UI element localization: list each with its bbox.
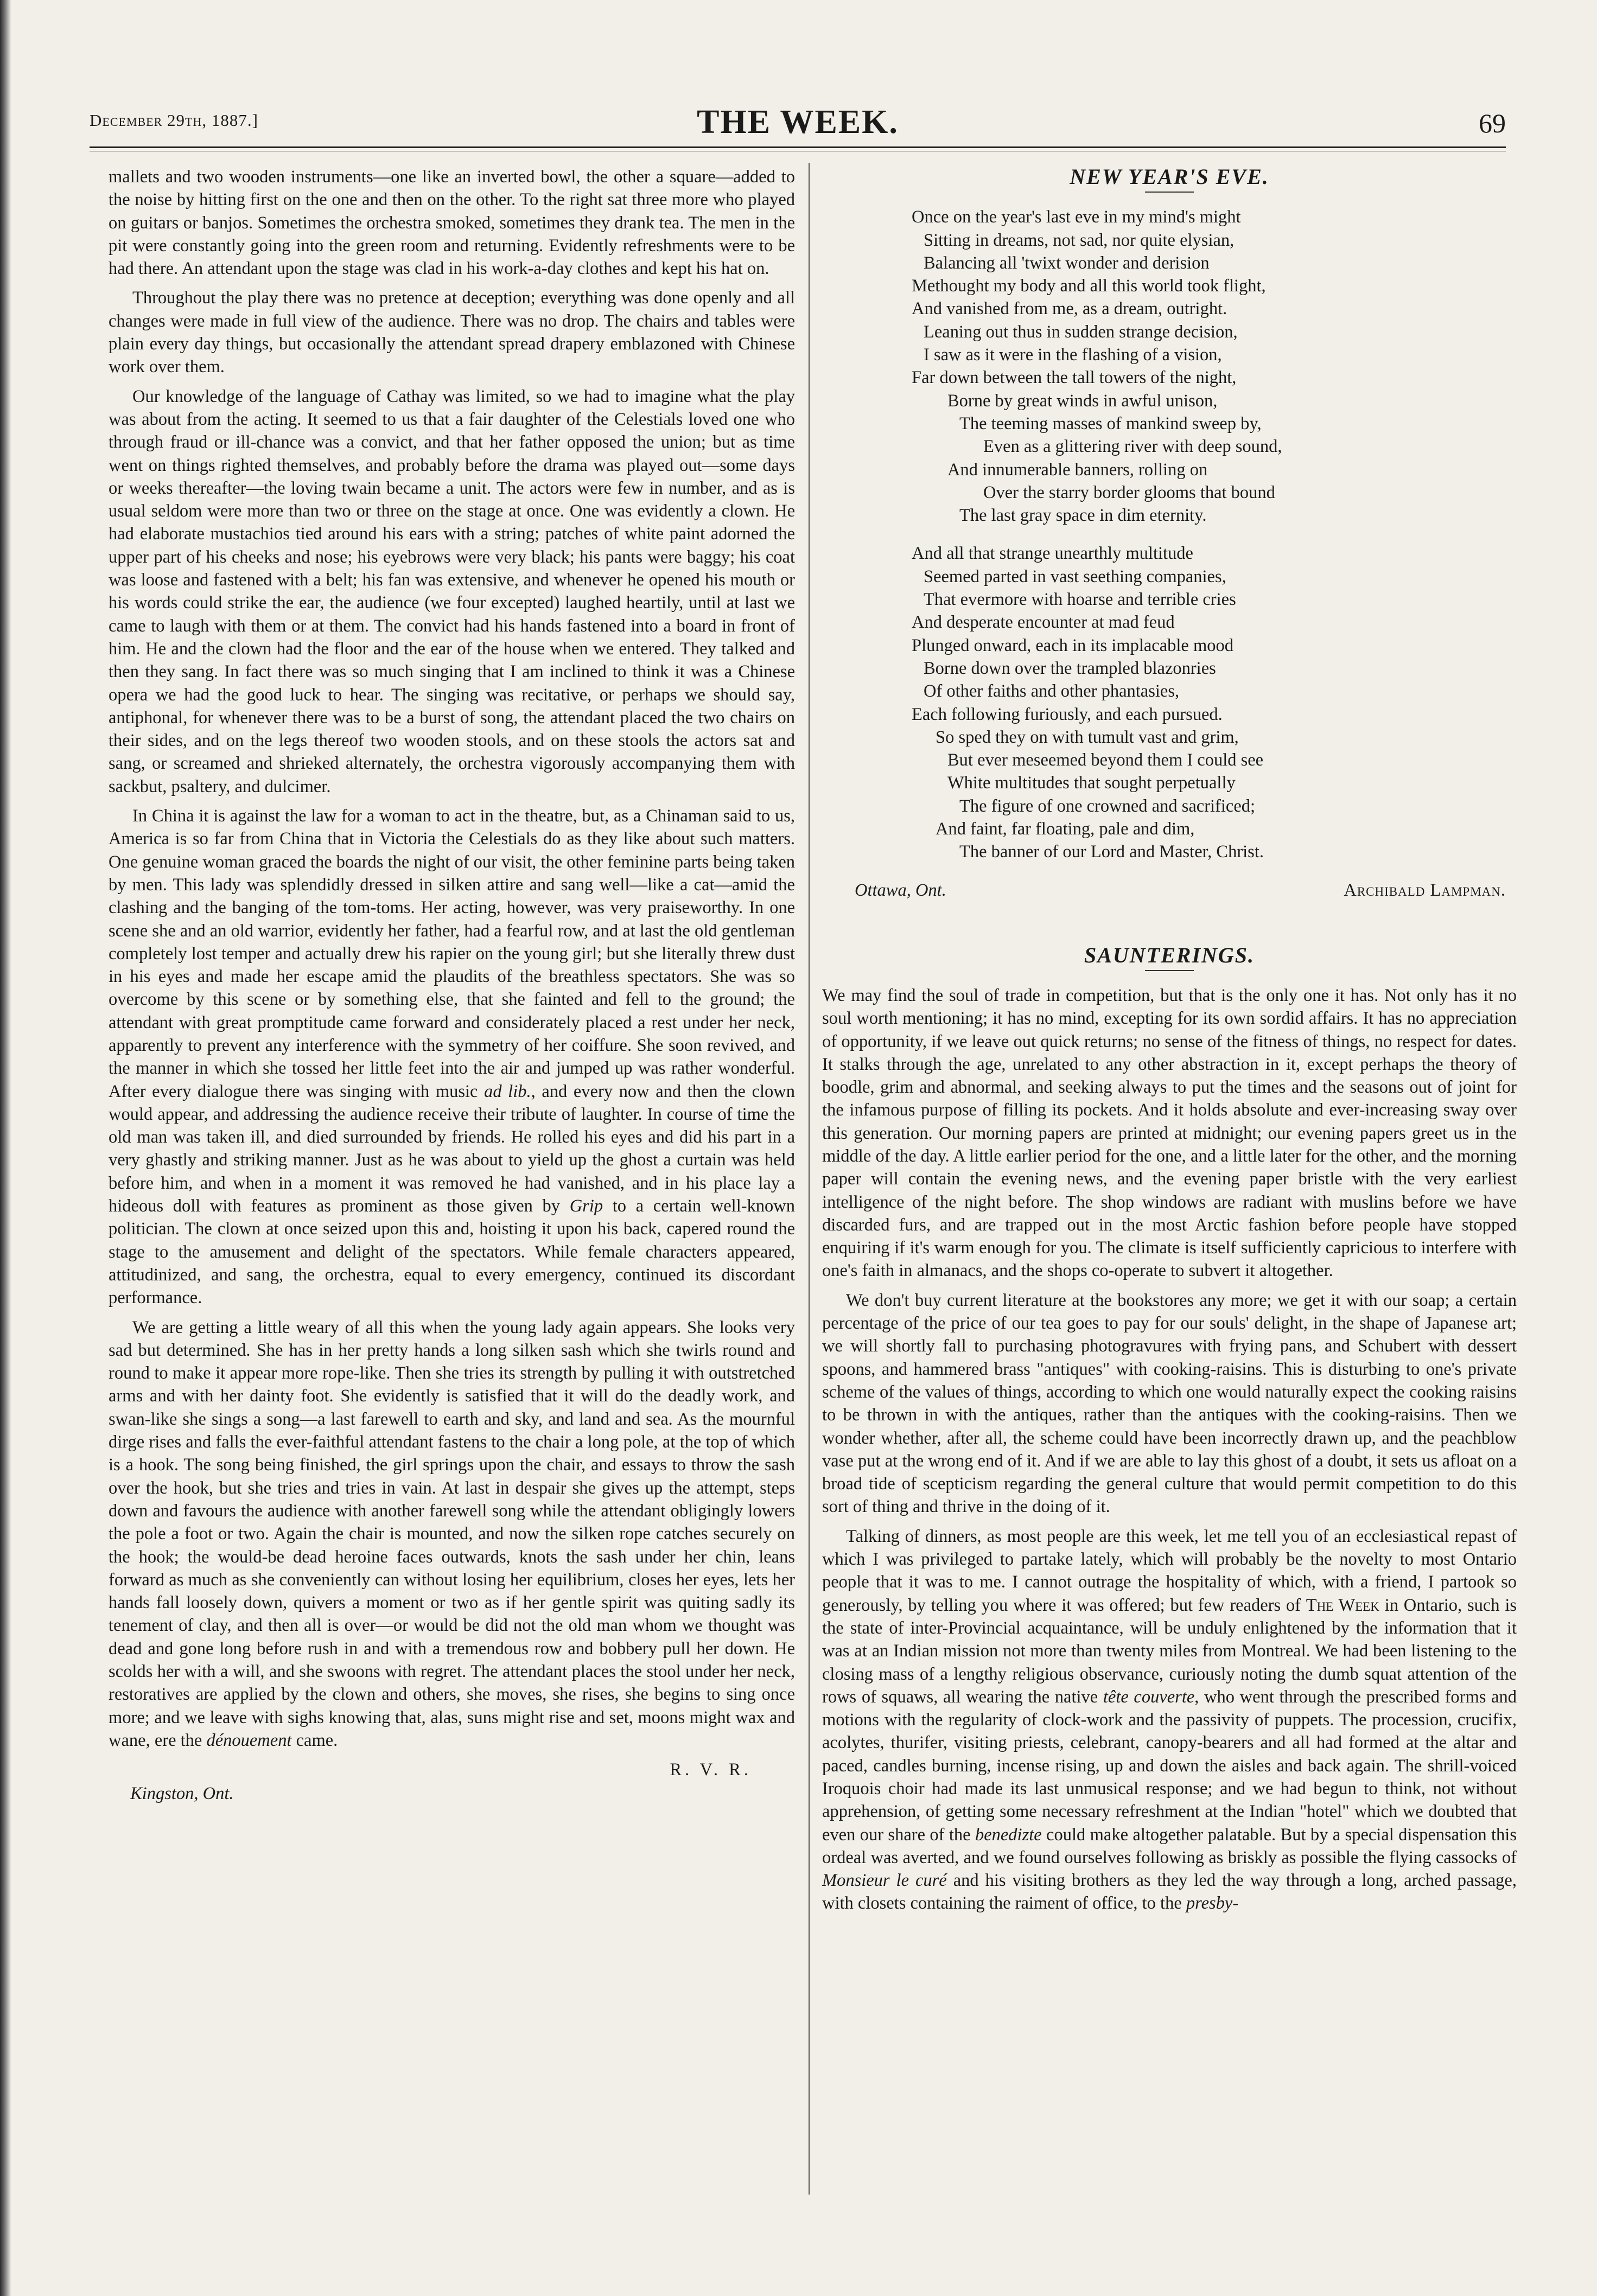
paragraph: Throughout the play there was no pretence at deception; everything was done openly and all changes were made in full view of the audience. There was no drop. The chairs and tables were plain every day things, but occasionally the attendant spread drapery emblazoned with Chinese work over them.	[109, 288, 795, 377]
poem-line: And innumerable banners, rolling on	[947, 460, 1208, 480]
small-caps-text: The Week	[1306, 1595, 1379, 1615]
italic-text: dénouement	[206, 1730, 292, 1750]
journal-title: THE WEEK.	[697, 104, 899, 141]
issue-date: December 29th, 1887.]	[90, 111, 258, 130]
title-rule	[1145, 192, 1194, 193]
paragraph: mallets and two wooden instruments—one like an inverted bowl, the other a square—added to the noise by hitting first on the one and then on the other. To the right sat three more who played on guitars or banjos. Sometimes the orchestra smoked, sometimes they drank tea. The men in the pit were constantly going into the green room and returning. Evidently refreshments were to be had there. An attendant upon the stage was clad in his work-a-day clothes and kept his hat on.	[109, 167, 795, 279]
italic-text: presby-	[1186, 1893, 1239, 1914]
poem-line: And all that strange unearthly multitude	[912, 544, 1193, 564]
italic-text: tête couverte	[1103, 1687, 1195, 1707]
poem-line: Over the starry border glooms that bound	[983, 482, 1275, 502]
right-column	[822, 165, 1517, 1922]
text-run: to a certain well-known politician. The clown at once seized upon this and, hoisting it upon his back, capered round the stage to the amusement and delight of the spectators. While female characters appeared, attitudinized, and sang, the orchestra, equal to every emergency, continued its discordant performance.	[109, 1196, 796, 1308]
paragraph: We don't buy current literature at the bookstores any more; we get it with our soap; a certain percentage of the price of our tea goes to pay for our souls' delight, in the shape of Japanese art; we will shortly fall to purchasing photogravures with frying pans, and Schubert with dessert spoons, and hammered brass "antiques" with cooking-raisins. This is disturbing to one's private scheme of the values of things, according to which one would naturally expect the cooking raisins to be thrown in with the antiques, rather than the antiques with the cooking-raisins. Then we wonder whether, after all, the scheme could have been incorrectly drawn up, and the peachblow vase put at the wrong end of it. And if we are able to lay this ghost of a doubt, it sets us afloat on a broad tide of scepticism regarding the general culture that would permit competition to do this sort of thing and thrive in the doing of it.	[822, 1290, 1517, 1517]
poem-line: Each following furiously, and each pursued.	[912, 704, 1223, 724]
poem-line: I saw as it were in the flashing of a vision,	[924, 345, 1222, 365]
poem-line: Once on the year's last eve in my mind's might	[912, 207, 1241, 227]
poem-line: The teeming masses of mankind sweep by,	[959, 413, 1262, 433]
poem-line: Plunged onward, each in its implacable mood	[912, 635, 1233, 655]
text-run: and his visiting brothers as they led the way through a long, arched passage, with closets containing the raiment of office, to the	[822, 1871, 1517, 1914]
title-rule	[1145, 970, 1194, 971]
poem-line: Even as a glittering river with deep sound,	[983, 437, 1282, 457]
poem-line: Leaning out thus in sudden strange decision,	[924, 322, 1238, 342]
poem-signature	[822, 879, 1517, 906]
italic-text: Grip	[569, 1196, 603, 1216]
text-run: could make altogether palatable. But by a special dispensation this ordeal was averted, and we found ourselves following as briskly as possible the flying cassocks of	[822, 1825, 1517, 1867]
poem-line: And desperate encounter at mad feud	[912, 613, 1175, 633]
masthead	[90, 103, 1506, 141]
italic-text: Monsieur le curé	[822, 1871, 947, 1891]
section-title: SAUNTERINGS.	[1084, 942, 1255, 967]
left-column	[109, 165, 795, 1805]
poem-line: Of other faiths and other phantasies,	[924, 681, 1180, 701]
poem-stanza-2	[912, 542, 1517, 863]
italic-text: benedizte	[975, 1825, 1042, 1845]
text-run: In China it is against the law for a woman to act in the theatre, but, as a Chinaman said to us, America is so far from China that in Victoria the Celestials do as they like about such matters. One genuine woman graced the boards the night of our visit, the other feminine parts being taken by men. This lady was splendidly dressed in silken attire and sang well—like a cat—amid the clashing and the banging of the tom-toms. Her acting, however, was very praiseworthy. In one scene she and an old warrior, evidently her father, had a fearful row, and at last the old gentleman completely lost temper and actually drew his rapier on the young girl; but she literally threw dust in his eyes and made her escape amid the plaudits of the breathless spectators. She was so overcome by this scene or by something else, that she fainted and fell to the ground; the attendant with great promptitude came forward and considerately placed a rest under her neck, apparently to prevent any interference with the symmetry of her coiffure. She soon revived, and the manner in which she tossed her little feet into the air and jumped up was rather wonderful. After every dialogue there was singing with music	[109, 806, 795, 1101]
poem-line: So sped they on with tumult vast and grim,	[936, 727, 1239, 747]
poem-line: And faint, far floating, pale and dim,	[936, 819, 1195, 839]
text-run: , and every now and then the clown would appear, and addressing the audience receive their tribute of laughter. In course of time the old man was taken ill, and died surrounded by friends. He rolled his eyes and did his part in a very ghastly and striking manner. Just as he was about to yield up the ghost a curtain was held before him, and when in a moment it was removed he had vanished, and in his place lay a hideous doll with features as prominent as those given by	[109, 1081, 796, 1216]
text-run: , who went through the prescribed forms and motions with the regularity of clock-work and the passivity of puppets. The procession, crucifix, acolytes, thurifer, visiting priests, celebrant, canopy-bearers and all had formed at the altar and paced, candles burning, incense rising, up and down the aisles and back again. The shrill-voiced Iroquois choir had made its last unmusical response; and we had begun to think, not without apprehension, of getting some necessary refreshment at the Indian "hotel" which we doubted that even our share of the	[822, 1687, 1517, 1845]
poem-line: Borne by great winds in awful unison,	[947, 391, 1218, 411]
page-number: 69	[1479, 108, 1506, 138]
masthead-rule	[90, 146, 1506, 151]
poem-line: Balancing all 'twixt wonder and derision	[924, 253, 1210, 273]
poem-title: NEW YEAR'S EVE.	[1070, 164, 1269, 189]
italic-text: ad lib.	[484, 1081, 531, 1101]
text-run: came.	[291, 1730, 338, 1750]
binding-edge	[0, 0, 11, 2296]
poem-line: But ever meseemed beyond them I could see	[947, 750, 1264, 770]
paragraph	[822, 1525, 1517, 1915]
poem-line: Borne down over the trampled blazonries	[924, 658, 1216, 678]
poem-line: And vanished from me, as a dream, outright.	[912, 299, 1227, 319]
text-run: in Ontario, such is the state of inter-Provincial acquaintance, will be unduly enlightened by the information that it was at an Indian mission not more than twenty miles from Montreal. We had been listening to the closing mass of a lengthy religious observance, curiously noting the dumb squat attention of the rows of squaws, all wearing the native	[822, 1595, 1517, 1707]
paragraph: Our knowledge of the language of Cathay was limited, so we had to imagine what the play was about from the acting. It seemed to us that a fair daughter of the Celestials loved one who through fraud or ill-chance was a convict, and that her father opposed the union; but as time went on things righted themselves, and probably before the drama was played out—some days or weeks thereafter—the loving twain became a unit. The actors were few in number, and as is usual seldom were more than two or three on the stage at once. One was evidently a clown. He had elaborate mustachios tied around his ears with a string; patches of white paint adorned the upper part of his cheeks and nose; his eyebrows were very black; his pants were baggy; his coat was loose and fastened with a belt; his fan was extensive, and whenever he opened his mouth or his words could strike the ear, the audience (we four excepted) laughed heartily, until at last we came to laugh with them or at them. The convict had his hands fastened into a board in front of him. He and the clown had the floor and the ear of the house when we entered. They talked and then they sang. In fact there was so much singing that I am inclined to think it was a Chinese opera we had the good luck to hear. The singing was recitative, or perhaps we should say, antiphonal, for whenever there was to be a burst of song, the attendant placed the two chairs on their sides, and on the legs thereof two wooden stools, and on these stools the actors sat and sang, or screamed and shrieked alternately, the orchestra vigorously accompanying them with sackbut, psaltery, and dulcimer.	[109, 386, 795, 796]
poem-line: The last gray space in dim eternity.	[959, 506, 1207, 526]
paragraph	[109, 1316, 795, 1752]
poem-line: Sitting in dreams, not sad, nor quite elysian,	[924, 230, 1235, 250]
poem-line: The banner of our Lord and Master, Christ.	[959, 842, 1264, 862]
dateline-place: Kingston, Ont.	[130, 1784, 234, 1804]
poem-line: The figure of one crowned and sacrificed;	[959, 796, 1256, 816]
poem-line: Methought my body and all this world took flight,	[912, 276, 1266, 296]
author-initials: R. V. R.	[670, 1760, 752, 1780]
poem-author: Archibald Lampman.	[1344, 880, 1506, 900]
poem-stanza-1	[912, 206, 1517, 527]
paragraph	[109, 805, 795, 1310]
poem-line: That evermore with hoarse and terrible cries	[924, 590, 1236, 610]
signature-row	[109, 1758, 795, 1782]
column-rule	[809, 163, 810, 2195]
poem-line: White multitudes that sought perpetually	[947, 773, 1236, 793]
paragraph: We may find the soul of trade in competition, but that is the only one it has. Not only has it no soul worth mentioning; it has no mind, excepting for its own sordid affairs. It has no appreciation of opportunity, if we leave out quick returns; no sense of the fitness of things, no respect for dates. It stalks through the age, unrelated to any other abstraction in it, except perhaps the theory of boodle, grim and abnormal, and seeking always to put the times and the seasons out of joint for the infamous purpose of filling its pockets. And it holds absolute and ever-increasing sway over this generation. Our morning papers are printed at midnight; our evening papers greet us in the middle of the day. A little earlier period for the one, and a little later for the other, and the morning paper will contain the evening news, and the evening paper bristle with the very earliest intelligence of the night before. The shop windows are radiant with muslins before we have discarded furs, and are trapped out in the most Arctic fashion before people have stopped enquiring if it's warm enough for you. The climate is itself sufficiently capricious to interfere with one's faith in almanacs, and the shops co-operate to subvert it altogether.	[822, 985, 1517, 1281]
poem-line: Seemed parted in vast seething companies,	[924, 566, 1226, 586]
poem-line: Far down between the tall towers of the night,	[912, 368, 1237, 388]
poem-place: Ottawa, Ont.	[855, 880, 946, 900]
text-run: Talking of dinners, as most people are this week, let me tell you of an ecclesiastical repast of which I was privileged to partake lately, which will probably be the novelty to most Ontario people that it was to me. I cannot outrage the hospitality of which, with a friend, I partook so generously, by telling you where it was offered; but few readers of	[822, 1526, 1517, 1615]
text-run: We are getting a little weary of all this when the young lady again appears. She looks very sad but determined. She has in her pretty hands a long silken sash which she twirls round and round to make it appear more rope-like. Then she tries its strength by pulling it with outstretched arms and with her dainty foot. She evidently is satisfied that it will do the deadly work, and swan-like she sings a song—a last farewell to earth and sky, and land and sea. As the mournful dirge rises and falls the ever-faithful attendant fastens to the chair a long pole, at the top of which is a hook. The song being finished, the girl springs upon the chair, and essays to throw the sash over the hook, but she tries and tries in vain. At last in despair she gives up the attempt, steps down and favours the audience with another farewell song while the attendant obligingly lowers the pole a foot or two. Again the chair is mounted, and now the silken rope catches securely on the hook; the would-be dead heroine faces outwards, knots the sash under her chin, leans forward as much as she conveniently can without losing her equilibrium, closes her eyes, lets her hands fall loosely down, quivers a moment or two as if her gentle spirit was quiting sadly its tenement of clay, and then all is over—or would be did not the old man whom we thought was dead and gone long before rush in and with a tremendous row and bobbery pull her down. He scolds her with a will, and she swoons with regret. The attendant places the stool under her neck, restoratives are applied by the clown and others, she moves, she rises, she begins to sing once more; and we leave with sighs knowing that, alas, suns might rise and set, moons might wax and wane, ere the	[109, 1317, 795, 1750]
